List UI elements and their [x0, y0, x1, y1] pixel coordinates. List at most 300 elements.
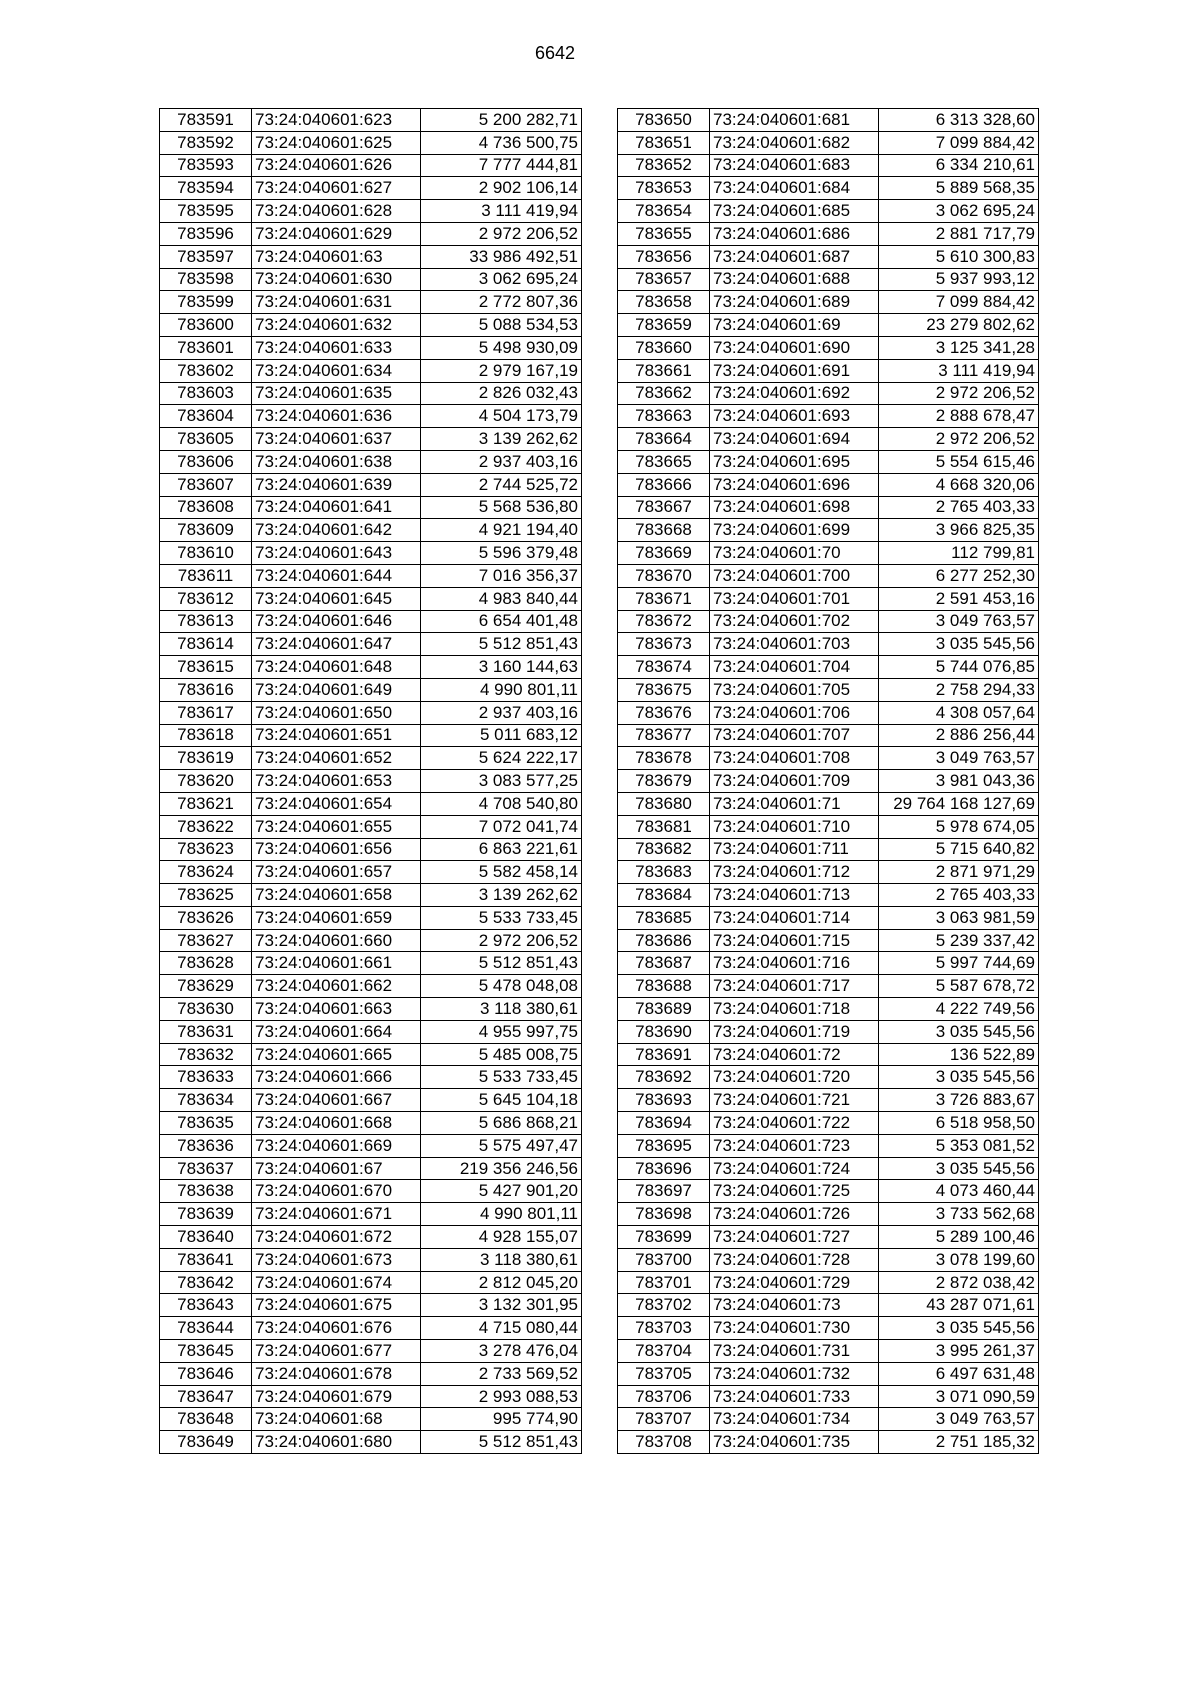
cadastral-number-cell: 73:24:040601:685: [710, 200, 879, 223]
table-row: [160, 838, 582, 861]
value-cell: 3 132 301,95: [421, 1294, 582, 1317]
table-row: [618, 610, 1039, 633]
value-cell: 4 715 080,44: [421, 1317, 582, 1340]
cadastral-number-cell: 73:24:040601:623: [252, 109, 421, 132]
value-cell: 112 799,81: [879, 542, 1039, 565]
row-number-cell: 783690: [618, 1020, 710, 1043]
table-row: [160, 222, 582, 245]
table-row: [160, 1089, 582, 1112]
row-number-cell: 783605: [160, 428, 252, 451]
value-cell: 3 083 577,25: [421, 770, 582, 793]
row-number-cell: 783708: [618, 1431, 710, 1454]
value-cell: 4 983 840,44: [421, 587, 582, 610]
row-number-cell: 783648: [160, 1408, 252, 1431]
row-number-cell: 783641: [160, 1248, 252, 1271]
value-cell: 6 654 401,48: [421, 610, 582, 633]
value-cell: 2 772 807,36: [421, 291, 582, 314]
cadastral-number-cell: 73:24:040601:67: [252, 1157, 421, 1180]
row-number-cell: 783643: [160, 1294, 252, 1317]
value-cell: 3 062 695,24: [879, 200, 1039, 223]
value-cell: 5 485 008,75: [421, 1043, 582, 1066]
value-cell: 3 995 261,37: [879, 1340, 1039, 1363]
cadastral-number-cell: 73:24:040601:681: [710, 109, 879, 132]
value-cell: 5 744 076,85: [879, 656, 1039, 679]
table-row: [160, 1294, 582, 1317]
row-number-cell: 783652: [618, 154, 710, 177]
row-number-cell: 783616: [160, 678, 252, 701]
row-number-cell: 783707: [618, 1408, 710, 1431]
cadastral-number-cell: 73:24:040601:636: [252, 405, 421, 428]
value-cell: 5 568 536,80: [421, 496, 582, 519]
cadastral-number-cell: 73:24:040601:648: [252, 656, 421, 679]
row-number-cell: 783639: [160, 1203, 252, 1226]
table-row: [160, 929, 582, 952]
value-cell: 5 686 868,21: [421, 1112, 582, 1135]
cadastral-number-cell: 73:24:040601:639: [252, 473, 421, 496]
value-cell: 5 554 615,46: [879, 450, 1039, 473]
table-row: [160, 906, 582, 929]
value-cell: 4 990 801,11: [421, 1203, 582, 1226]
cadastral-number-cell: 73:24:040601:673: [252, 1248, 421, 1271]
row-number-cell: 783635: [160, 1112, 252, 1135]
row-number-cell: 783655: [618, 222, 710, 245]
cadastral-number-cell: 73:24:040601:650: [252, 701, 421, 724]
value-cell: 2 979 167,19: [421, 359, 582, 382]
table-row: [618, 1203, 1039, 1226]
table-row: [618, 747, 1039, 770]
value-cell: 3 726 883,67: [879, 1089, 1039, 1112]
value-cell: 2 902 106,14: [421, 177, 582, 200]
row-number-cell: 783669: [618, 542, 710, 565]
row-number-cell: 783599: [160, 291, 252, 314]
value-cell: 6 334 210,61: [879, 154, 1039, 177]
table-row: [160, 792, 582, 815]
cadastral-number-cell: 73:24:040601:660: [252, 929, 421, 952]
row-number-cell: 783700: [618, 1248, 710, 1271]
row-number-cell: 783682: [618, 838, 710, 861]
cadastral-number-cell: 73:24:040601:729: [710, 1271, 879, 1294]
row-number-cell: 783634: [160, 1089, 252, 1112]
row-number-cell: 783597: [160, 245, 252, 268]
table-row: [160, 131, 582, 154]
row-number-cell: 783672: [618, 610, 710, 633]
row-number-cell: 783676: [618, 701, 710, 724]
table-row: [618, 770, 1039, 793]
value-cell: 3 111 419,94: [421, 200, 582, 223]
table-row: [618, 838, 1039, 861]
row-number-cell: 783663: [618, 405, 710, 428]
cadastral-number-cell: 73:24:040601:698: [710, 496, 879, 519]
cadastral-number-cell: 73:24:040601:646: [252, 610, 421, 633]
value-cell: 5 533 733,45: [421, 1066, 582, 1089]
table-row: [618, 724, 1039, 747]
value-cell: 5 512 851,43: [421, 1431, 582, 1454]
row-number-cell: 783595: [160, 200, 252, 223]
cadastral-number-cell: 73:24:040601:718: [710, 998, 879, 1021]
cadastral-number-cell: 73:24:040601:692: [710, 382, 879, 405]
table-row: [160, 519, 582, 542]
row-number-cell: 783665: [618, 450, 710, 473]
cadastral-number-cell: 73:24:040601:68: [252, 1408, 421, 1431]
row-number-cell: 783615: [160, 656, 252, 679]
value-cell: 5 889 568,35: [879, 177, 1039, 200]
cadastral-number-cell: 73:24:040601:662: [252, 975, 421, 998]
row-number-cell: 783618: [160, 724, 252, 747]
value-cell: 7 777 444,81: [421, 154, 582, 177]
value-cell: 3 071 090,59: [879, 1385, 1039, 1408]
table-row: [160, 724, 582, 747]
row-number-cell: 783698: [618, 1203, 710, 1226]
row-number-cell: 783668: [618, 519, 710, 542]
table-row: [618, 884, 1039, 907]
row-number-cell: 783701: [618, 1271, 710, 1294]
table-row: [618, 1385, 1039, 1408]
row-number-cell: 783675: [618, 678, 710, 701]
table-row: [160, 587, 582, 610]
table-row: [160, 177, 582, 200]
cadastral-number-cell: 73:24:040601:645: [252, 587, 421, 610]
table-row: [160, 382, 582, 405]
table-row: [618, 701, 1039, 724]
table-row: [618, 1157, 1039, 1180]
cadastral-number-cell: 73:24:040601:734: [710, 1408, 879, 1431]
value-cell: 2 744 525,72: [421, 473, 582, 496]
cadastral-number-cell: 73:24:040601:688: [710, 268, 879, 291]
cadastral-number-cell: 73:24:040601:657: [252, 861, 421, 884]
row-number-cell: 783620: [160, 770, 252, 793]
row-number-cell: 783704: [618, 1340, 710, 1363]
row-number-cell: 783664: [618, 428, 710, 451]
table-row: [160, 359, 582, 382]
table-row: [618, 382, 1039, 405]
table-row: [160, 1248, 582, 1271]
row-number-cell: 783659: [618, 314, 710, 337]
row-number-cell: 783645: [160, 1340, 252, 1363]
table-row: [618, 1066, 1039, 1089]
cadastral-number-cell: 73:24:040601:722: [710, 1112, 879, 1135]
value-cell: 3 139 262,62: [421, 428, 582, 451]
cadastral-number-cell: 73:24:040601:726: [710, 1203, 879, 1226]
value-cell: 6 863 221,61: [421, 838, 582, 861]
cadastral-number-cell: 73:24:040601:63: [252, 245, 421, 268]
cadastral-number-cell: 73:24:040601:694: [710, 428, 879, 451]
table-row: [618, 1271, 1039, 1294]
table-row: [618, 428, 1039, 451]
cadastral-number-cell: 73:24:040601:707: [710, 724, 879, 747]
row-number-cell: 783686: [618, 929, 710, 952]
row-number-cell: 783625: [160, 884, 252, 907]
table-row: [618, 405, 1039, 428]
value-cell: 2 881 717,79: [879, 222, 1039, 245]
cadastral-number-cell: 73:24:040601:713: [710, 884, 879, 907]
table-row: [160, 1020, 582, 1043]
cadastral-number-cell: 73:24:040601:664: [252, 1020, 421, 1043]
value-cell: 43 287 071,61: [879, 1294, 1039, 1317]
cadastral-number-cell: 73:24:040601:686: [710, 222, 879, 245]
value-cell: 5 478 048,08: [421, 975, 582, 998]
value-cell: 7 099 884,42: [879, 131, 1039, 154]
row-number-cell: 783694: [618, 1112, 710, 1135]
table-row: [160, 1180, 582, 1203]
row-number-cell: 783606: [160, 450, 252, 473]
table-row: [618, 245, 1039, 268]
table-row: [618, 861, 1039, 884]
table-row: [618, 1180, 1039, 1203]
value-cell: 2 826 032,43: [421, 382, 582, 405]
cadastral-number-cell: 73:24:040601:691: [710, 359, 879, 382]
value-cell: 2 751 185,32: [879, 1431, 1039, 1454]
row-number-cell: 783684: [618, 884, 710, 907]
cadastral-number-cell: 73:24:040601:723: [710, 1134, 879, 1157]
value-cell: 6 277 252,30: [879, 564, 1039, 587]
table-row: [618, 222, 1039, 245]
table-row: [160, 1226, 582, 1249]
cadastral-number-cell: 73:24:040601:672: [252, 1226, 421, 1249]
row-number-cell: 783622: [160, 815, 252, 838]
row-number-cell: 783699: [618, 1226, 710, 1249]
cadastral-number-cell: 73:24:040601:700: [710, 564, 879, 587]
row-number-cell: 783617: [160, 701, 252, 724]
table-row: [618, 815, 1039, 838]
cadastral-number-cell: 73:24:040601:710: [710, 815, 879, 838]
cadastral-number-cell: 73:24:040601:701: [710, 587, 879, 610]
value-cell: 5 997 744,69: [879, 952, 1039, 975]
cadastral-number-cell: 73:24:040601:675: [252, 1294, 421, 1317]
row-number-cell: 783671: [618, 587, 710, 610]
value-cell: 3 078 199,60: [879, 1248, 1039, 1271]
value-cell: 3 733 562,68: [879, 1203, 1039, 1226]
value-cell: 2 972 206,52: [879, 428, 1039, 451]
cadastral-number-cell: 73:24:040601:715: [710, 929, 879, 952]
table-row: [160, 633, 582, 656]
cadastral-number-cell: 73:24:040601:628: [252, 200, 421, 223]
value-cell: 5 610 300,83: [879, 245, 1039, 268]
cadastral-number-cell: 73:24:040601:690: [710, 336, 879, 359]
row-number-cell: 783657: [618, 268, 710, 291]
row-number-cell: 783681: [618, 815, 710, 838]
value-cell: 3 062 695,24: [421, 268, 582, 291]
cadastral-number-cell: 73:24:040601:630: [252, 268, 421, 291]
row-number-cell: 783623: [160, 838, 252, 861]
cadastral-number-cell: 73:24:040601:668: [252, 1112, 421, 1135]
value-cell: 6 313 328,60: [879, 109, 1039, 132]
table-row: [618, 656, 1039, 679]
row-number-cell: 783688: [618, 975, 710, 998]
row-number-cell: 783646: [160, 1362, 252, 1385]
cadastral-number-cell: 73:24:040601:677: [252, 1340, 421, 1363]
table-row: [618, 519, 1039, 542]
value-cell: 136 522,89: [879, 1043, 1039, 1066]
table-row: [618, 1431, 1039, 1454]
table-row: [160, 200, 582, 223]
table-row: [160, 1157, 582, 1180]
table-row: [618, 154, 1039, 177]
row-number-cell: 783602: [160, 359, 252, 382]
value-cell: 3 063 981,59: [879, 906, 1039, 929]
value-cell: 3 278 476,04: [421, 1340, 582, 1363]
value-cell: 3 049 763,57: [879, 1408, 1039, 1431]
cadastral-number-cell: 73:24:040601:632: [252, 314, 421, 337]
table-row: [618, 359, 1039, 382]
row-number-cell: 783609: [160, 519, 252, 542]
table-row: [160, 1340, 582, 1363]
row-number-cell: 783702: [618, 1294, 710, 1317]
row-number-cell: 783685: [618, 906, 710, 929]
cadastral-number-cell: 73:24:040601:699: [710, 519, 879, 542]
table-row: [160, 1203, 582, 1226]
value-cell: 5 512 851,43: [421, 952, 582, 975]
value-cell: 5 200 282,71: [421, 109, 582, 132]
value-cell: 5 645 104,18: [421, 1089, 582, 1112]
table-row: [160, 1362, 582, 1385]
value-cell: 5 088 534,53: [421, 314, 582, 337]
table-row: [618, 906, 1039, 929]
cadastral-number-cell: 73:24:040601:649: [252, 678, 421, 701]
row-number-cell: 783654: [618, 200, 710, 223]
row-number-cell: 783653: [618, 177, 710, 200]
value-cell: 3 160 144,63: [421, 656, 582, 679]
row-number-cell: 783687: [618, 952, 710, 975]
cadastral-number-cell: 73:24:040601:671: [252, 1203, 421, 1226]
cadastral-number-cell: 73:24:040601:670: [252, 1180, 421, 1203]
value-cell: 7 072 041,74: [421, 815, 582, 838]
table-row: [160, 610, 582, 633]
value-cell: 995 774,90: [421, 1408, 582, 1431]
table-row: [160, 678, 582, 701]
row-number-cell: 783662: [618, 382, 710, 405]
value-cell: 4 990 801,11: [421, 678, 582, 701]
cadastral-number-cell: 73:24:040601:711: [710, 838, 879, 861]
row-number-cell: 783640: [160, 1226, 252, 1249]
row-number-cell: 783619: [160, 747, 252, 770]
value-cell: 2 758 294,33: [879, 678, 1039, 701]
table-row: [160, 1408, 582, 1431]
cadastral-number-cell: 73:24:040601:656: [252, 838, 421, 861]
row-number-cell: 783660: [618, 336, 710, 359]
value-cell: 4 073 460,44: [879, 1180, 1039, 1203]
value-cell: 5 596 379,48: [421, 542, 582, 565]
cadastral-number-cell: 73:24:040601:733: [710, 1385, 879, 1408]
row-number-cell: 783598: [160, 268, 252, 291]
cadastral-number-cell: 73:24:040601:696: [710, 473, 879, 496]
row-number-cell: 783703: [618, 1317, 710, 1340]
cadastral-number-cell: 73:24:040601:727: [710, 1226, 879, 1249]
row-number-cell: 783601: [160, 336, 252, 359]
value-cell: 4 308 057,64: [879, 701, 1039, 724]
cadastral-number-cell: 73:24:040601:684: [710, 177, 879, 200]
row-number-cell: 783678: [618, 747, 710, 770]
row-number-cell: 783679: [618, 770, 710, 793]
cadastral-number-cell: 73:24:040601:69: [710, 314, 879, 337]
row-number-cell: 783658: [618, 291, 710, 314]
cadastral-number-cell: 73:24:040601:708: [710, 747, 879, 770]
cadastral-number-cell: 73:24:040601:706: [710, 701, 879, 724]
value-cell: 5 498 930,09: [421, 336, 582, 359]
table-row: [160, 1134, 582, 1157]
cadastral-number-cell: 73:24:040601:695: [710, 450, 879, 473]
row-number-cell: 783666: [618, 473, 710, 496]
cadastral-number-cell: 73:24:040601:730: [710, 1317, 879, 1340]
value-cell: 6 518 958,50: [879, 1112, 1039, 1135]
cadastral-number-cell: 73:24:040601:663: [252, 998, 421, 1021]
table-row: [618, 1340, 1039, 1363]
value-cell: 2 886 256,44: [879, 724, 1039, 747]
table-row: [160, 473, 582, 496]
value-cell: 5 575 497,47: [421, 1134, 582, 1157]
row-number-cell: 783674: [618, 656, 710, 679]
value-cell: 7 099 884,42: [879, 291, 1039, 314]
table-row: [618, 1248, 1039, 1271]
table-row: [160, 1112, 582, 1135]
value-cell: 2 591 453,16: [879, 587, 1039, 610]
cadastral-number-cell: 73:24:040601:652: [252, 747, 421, 770]
row-number-cell: 783626: [160, 906, 252, 929]
value-cell: 3 966 825,35: [879, 519, 1039, 542]
row-number-cell: 783696: [618, 1157, 710, 1180]
value-cell: 7 016 356,37: [421, 564, 582, 587]
row-number-cell: 783596: [160, 222, 252, 245]
cadastral-number-cell: 73:24:040601:716: [710, 952, 879, 975]
page-number: 6642: [534, 43, 576, 63]
row-number-cell: 783611: [160, 564, 252, 587]
row-number-cell: 783627: [160, 929, 252, 952]
value-cell: 2 972 206,52: [421, 222, 582, 245]
value-cell: 2 993 088,53: [421, 1385, 582, 1408]
table-row: [618, 1020, 1039, 1043]
table-row: [160, 268, 582, 291]
table-row: [618, 473, 1039, 496]
row-number-cell: 783667: [618, 496, 710, 519]
row-number-cell: 783633: [160, 1066, 252, 1089]
table-row: [618, 109, 1039, 132]
cadastral-number-cell: 73:24:040601:703: [710, 633, 879, 656]
value-cell: 6 497 631,48: [879, 1362, 1039, 1385]
row-number-cell: 783673: [618, 633, 710, 656]
table-row: [618, 268, 1039, 291]
table-row: [160, 747, 582, 770]
value-cell: 2 765 403,33: [879, 496, 1039, 519]
cadastral-number-cell: 73:24:040601:676: [252, 1317, 421, 1340]
row-number-cell: 783693: [618, 1089, 710, 1112]
table-row: [160, 109, 582, 132]
value-cell: 2 871 971,29: [879, 861, 1039, 884]
table-row: [160, 496, 582, 519]
table-row: [160, 1385, 582, 1408]
cadastral-number-cell: 73:24:040601:719: [710, 1020, 879, 1043]
value-cell: 3 035 545,56: [879, 1157, 1039, 1180]
table-row: [618, 131, 1039, 154]
row-number-cell: 783649: [160, 1431, 252, 1454]
value-cell: 5 011 683,12: [421, 724, 582, 747]
table-row: [618, 1408, 1039, 1431]
row-number-cell: 783591: [160, 109, 252, 132]
value-cell: 5 587 678,72: [879, 975, 1039, 998]
table-row: [618, 952, 1039, 975]
cadastral-number-cell: 73:24:040601:665: [252, 1043, 421, 1066]
value-cell: 5 582 458,14: [421, 861, 582, 884]
cadastral-number-cell: 73:24:040601:666: [252, 1066, 421, 1089]
cadastral-number-cell: 73:24:040601:633: [252, 336, 421, 359]
cadastral-number-cell: 73:24:040601:731: [710, 1340, 879, 1363]
cadastral-number-cell: 73:24:040601:643: [252, 542, 421, 565]
value-cell: 2 972 206,52: [421, 929, 582, 952]
row-number-cell: 783629: [160, 975, 252, 998]
row-number-cell: 783610: [160, 542, 252, 565]
value-cell: 5 715 640,82: [879, 838, 1039, 861]
value-cell: 3 118 380,61: [421, 1248, 582, 1271]
row-number-cell: 783593: [160, 154, 252, 177]
value-cell: 5 937 993,12: [879, 268, 1039, 291]
